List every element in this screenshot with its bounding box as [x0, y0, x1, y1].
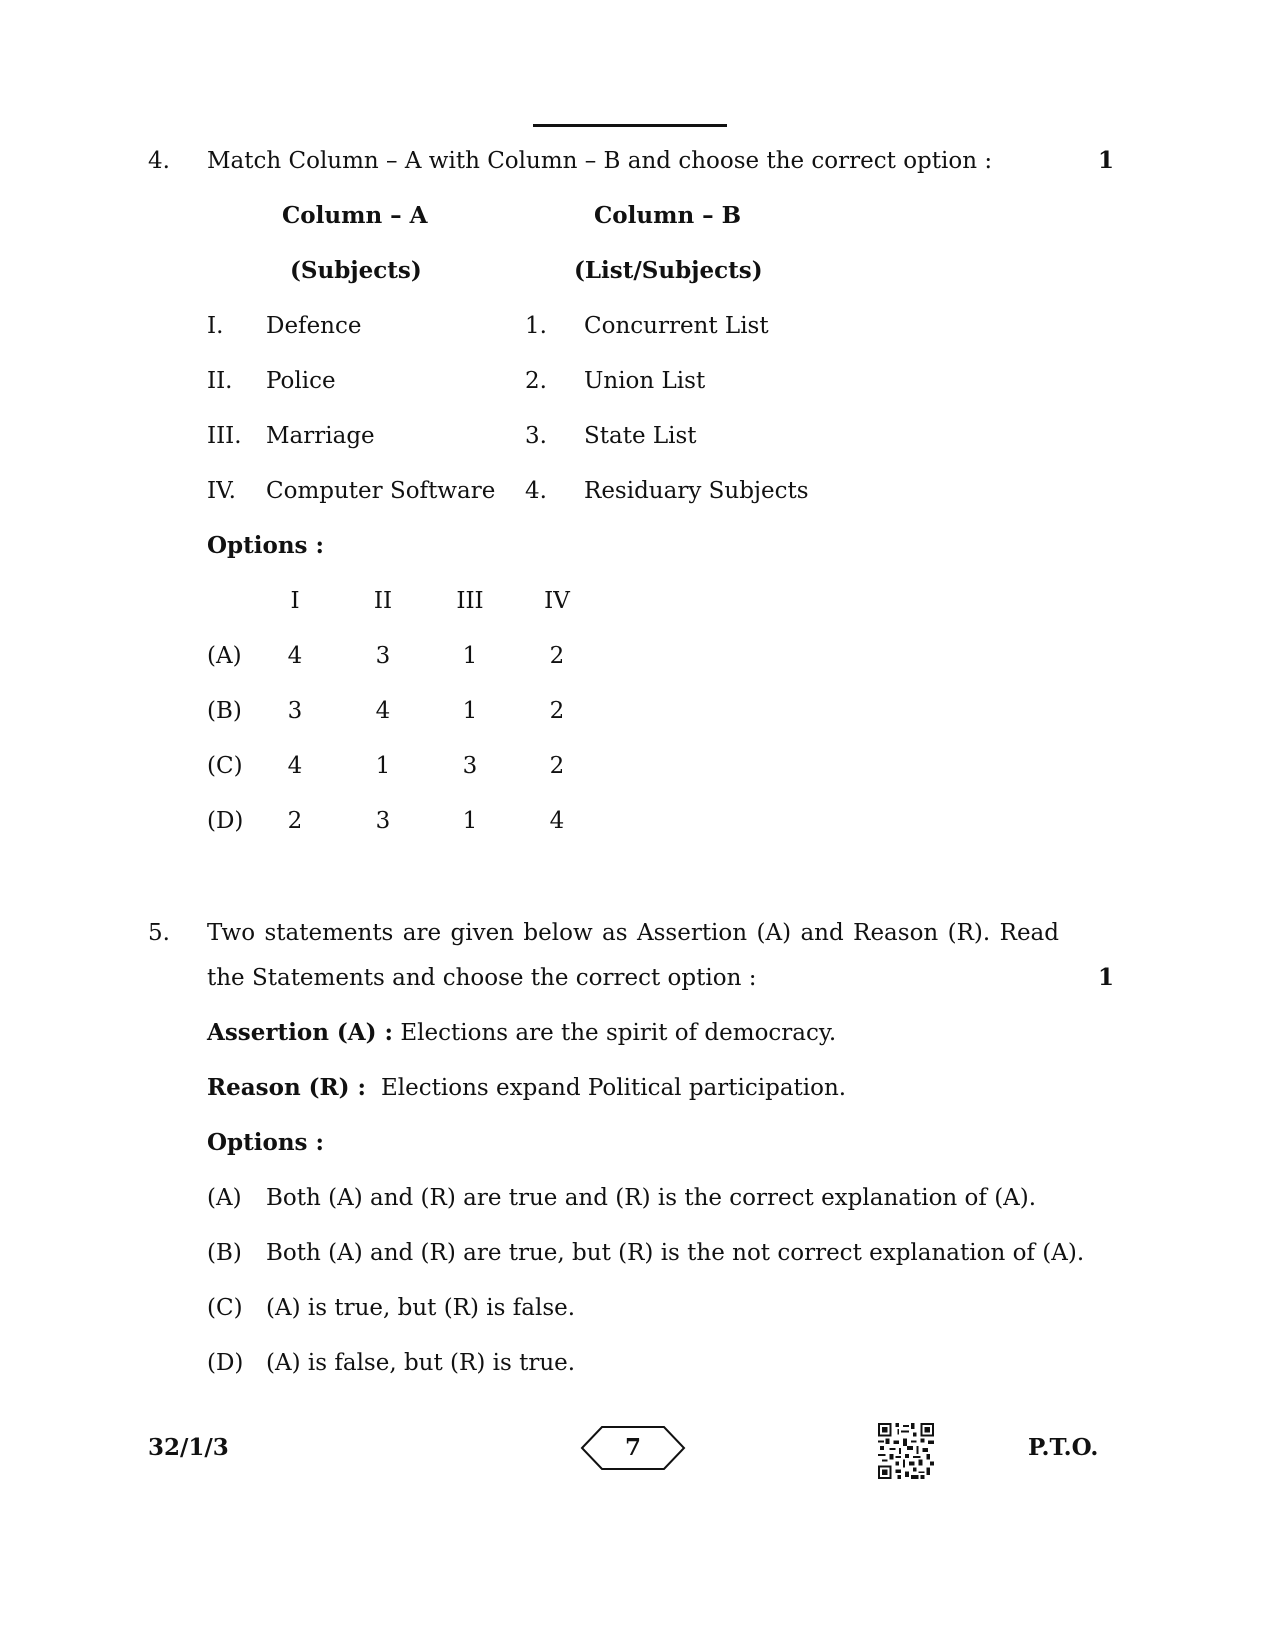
- option-cell: 2: [549, 753, 565, 779]
- q5-options-label: Options :: [207, 1129, 324, 1156]
- option-row-label[interactable]: (C): [207, 753, 243, 779]
- options-header: III: [456, 588, 484, 614]
- col-a-item-num: IV.: [207, 478, 236, 504]
- option-label[interactable]: (B): [207, 1240, 242, 1266]
- qr-code-icon: [878, 1423, 934, 1479]
- col-a-item-text: Computer Software: [266, 478, 496, 504]
- assertion-text: Elections are the spirit of democracy.: [400, 1020, 837, 1046]
- q4-options-label: Options :: [207, 532, 324, 559]
- col-a-heading: Column – A: [282, 202, 428, 229]
- col-a-item-num: III.: [207, 423, 242, 449]
- option-cell: 4: [375, 698, 391, 724]
- option-cell: 1: [462, 808, 478, 834]
- col-a-subheading: (Subjects): [290, 257, 422, 284]
- col-b-subheading: (List/Subjects): [574, 257, 763, 284]
- option-cell: 3: [375, 808, 391, 834]
- option-row-label[interactable]: (B): [207, 698, 242, 724]
- option-text[interactable]: (A) is true, but (R) is false.: [266, 1295, 576, 1321]
- col-b-item-text: State List: [584, 423, 697, 449]
- col-b-item-num: 4.: [525, 478, 547, 504]
- option-text[interactable]: Both (A) and (R) are true and (R) is the correct explanation of (A).: [266, 1185, 1037, 1211]
- option-label[interactable]: (D): [207, 1350, 244, 1376]
- col-b-heading: Column – B: [594, 202, 742, 229]
- option-label[interactable]: (C): [207, 1295, 243, 1321]
- option-label[interactable]: (A): [207, 1185, 242, 1211]
- page-number: 7: [624, 1434, 641, 1461]
- q5-prompt-line2: the Statements and choose the correct option :: [207, 965, 757, 991]
- col-b-item-text: Union List: [584, 368, 706, 394]
- col-b-item-text: Concurrent List: [584, 313, 769, 339]
- col-a-item-text: Police: [266, 368, 336, 394]
- col-b-item-num: 2.: [525, 368, 547, 394]
- option-text[interactable]: (A) is false, but (R) is true.: [266, 1350, 576, 1376]
- option-row-label[interactable]: (A): [207, 643, 242, 669]
- col-a-item-text: Marriage: [266, 423, 375, 449]
- option-cell: 2: [549, 698, 565, 724]
- options-header: II: [373, 588, 393, 614]
- reason-label: Reason (R) :: [207, 1074, 367, 1101]
- reason-text: Elections expand Political participation.: [381, 1075, 847, 1101]
- options-header: IV: [544, 588, 570, 614]
- option-cell: 4: [287, 643, 303, 669]
- option-cell: 4: [287, 753, 303, 779]
- pto-label: P.T.O.: [1028, 1434, 1099, 1461]
- options-header: I: [290, 588, 300, 614]
- q4-prompt: Match Column – A with Column – B and choose the correct option :: [207, 148, 993, 174]
- col-a-item-text: Defence: [266, 313, 362, 339]
- q5-marks: 1: [1098, 964, 1115, 991]
- q4-marks: 1: [1098, 147, 1115, 174]
- paper-code: 32/1/3: [148, 1434, 229, 1461]
- top-rule: [533, 124, 727, 127]
- col-b-item-num: 3.: [525, 423, 547, 449]
- col-b-item-text: Residuary Subjects: [584, 478, 809, 504]
- option-cell: 3: [375, 643, 391, 669]
- col-b-item-num: 1.: [525, 313, 547, 339]
- option-cell: 2: [287, 808, 303, 834]
- option-cell: 1: [375, 753, 391, 779]
- option-cell: 1: [462, 643, 478, 669]
- assertion-label: Assertion (A) :: [207, 1019, 394, 1046]
- option-cell: 1: [462, 698, 478, 724]
- option-cell: 2: [549, 643, 565, 669]
- assertion-line: [207, 1018, 836, 1048]
- q5-prompt-line1: Two statements are given below as Assertion (A) and Reason (R). Read: [207, 920, 1059, 946]
- col-a-item-num: II.: [207, 368, 233, 394]
- q4-number: 4.: [148, 148, 170, 174]
- option-text[interactable]: Both (A) and (R) are true, but (R) is the not correct explanation of (A).: [266, 1240, 1085, 1266]
- option-cell: 3: [287, 698, 303, 724]
- col-a-item-num: I.: [207, 313, 224, 339]
- option-cell: 4: [549, 808, 565, 834]
- option-row-label[interactable]: (D): [207, 808, 244, 834]
- option-cell: 3: [462, 753, 478, 779]
- q5-number: 5.: [148, 920, 170, 946]
